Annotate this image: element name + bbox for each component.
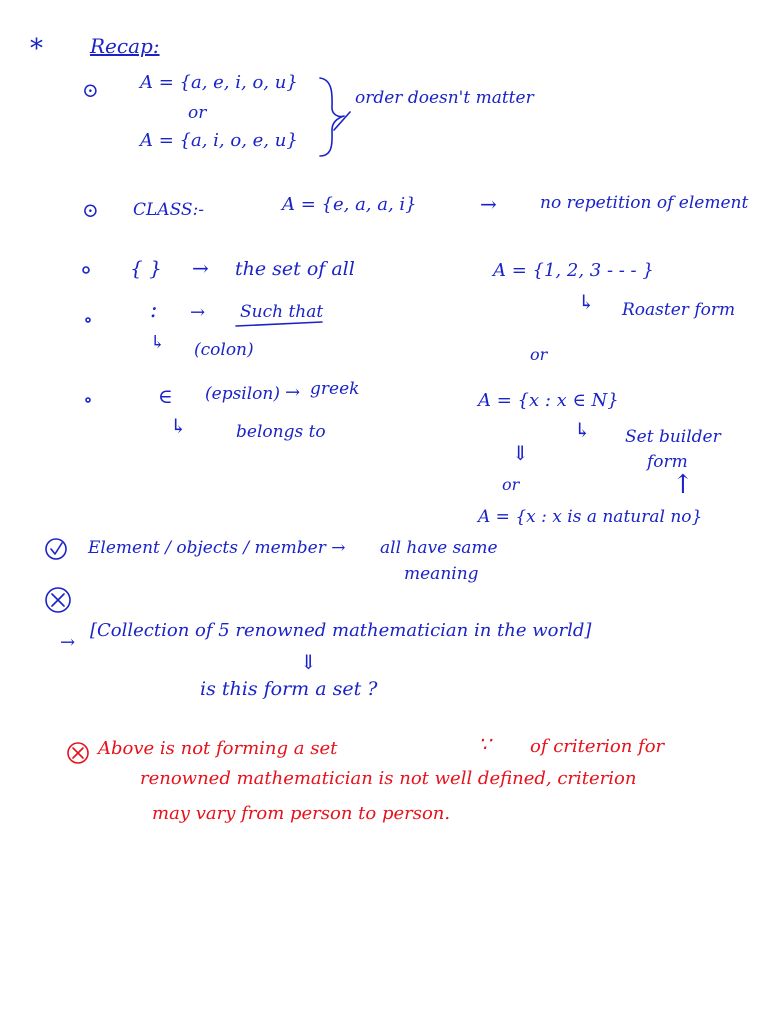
question-down-arrow: ⇓ (300, 650, 317, 674)
round-bullet-4 (86, 318, 90, 322)
circle-bullet-1: ⊙ (82, 78, 99, 102)
up-arrow: ↑ (672, 470, 694, 500)
roster-set: A = {1, 2, 3 - - - } (493, 260, 654, 281)
renowned-collection: [Collection of 5 renowned mathematician in the world] (90, 620, 592, 641)
braces-arrow: → (192, 256, 209, 280)
epsilon-symbol: ∈ (158, 384, 173, 408)
star-marker: * (30, 34, 43, 64)
set-a-reordered: A = {a, i, o, e, u} (140, 130, 298, 151)
or-label-3: or (502, 475, 520, 494)
epsilon-arrow: → (285, 382, 301, 403)
answer-line-1b: of criterion for (530, 736, 665, 757)
roster-label: Roaster form (622, 300, 736, 320)
epsilon-name: (epsilon) (205, 384, 280, 404)
braces-symbol: { } (130, 256, 162, 280)
round-bullet-3 (83, 267, 89, 273)
class-label: CLASS:- (133, 200, 205, 220)
colon-arrow: → (190, 302, 206, 323)
colon-name: (colon) (194, 340, 254, 360)
set-builder-set: A = {x : x ∈ N} (478, 390, 619, 411)
page-title: Recap: (90, 34, 160, 58)
builder-label: Set builder (625, 427, 721, 447)
colon-sub-arrow: ↳ (150, 332, 166, 353)
such-that-underline (236, 322, 322, 326)
or-label-1: or (188, 103, 207, 123)
natural-number-set: A = {x : x is a natural no} (478, 507, 703, 527)
question-bullet-cross (52, 594, 64, 606)
colon-symbol: : (150, 298, 158, 323)
braces-meaning: the set of all (235, 258, 355, 280)
element-synonyms: Element / objects / member → (88, 538, 346, 558)
epsilon-origin: greek (310, 379, 360, 399)
answer-line-1a: Above is not forming a set (98, 738, 338, 759)
element-bullet-check (51, 543, 62, 554)
repetition-note: no repetition of element (540, 193, 749, 213)
arrow-right: → (480, 192, 497, 216)
answer-line-3: may vary from person to person. (152, 803, 451, 824)
builder-arrow: ↳ (574, 418, 591, 442)
down-arrow: ⇓ (512, 441, 529, 465)
question-arrow: → (60, 632, 76, 653)
is-this-a-set: is this form a set ? (200, 678, 378, 700)
answer-line-2: renowned mathematician is not well defined, criterion (140, 768, 637, 789)
roster-arrow: ↳ (578, 290, 595, 314)
epsilon-meaning: belongs to (236, 422, 326, 442)
order-note: order doesn't matter (355, 88, 534, 108)
round-bullet-5 (86, 398, 90, 402)
same-meaning-a: all have same (380, 538, 498, 558)
set-a-repeated: A = {e, a, a, i} (282, 194, 417, 215)
builder-label-form: form (647, 452, 688, 472)
same-meaning-b: meaning (404, 564, 479, 584)
right-brace (320, 78, 344, 156)
circle-bullet-2: ⊙ (82, 198, 99, 222)
because-symbol: ∵ (478, 732, 491, 756)
or-label-2: or (530, 345, 548, 364)
answer-bullet-cross (73, 748, 83, 758)
epsilon-sub-arrow: ↳ (170, 414, 187, 438)
colon-meaning: Such that (240, 302, 324, 322)
element-bullet-circle (46, 539, 66, 559)
set-a-vowels: A = {a, e, i, o, u} (140, 72, 298, 93)
